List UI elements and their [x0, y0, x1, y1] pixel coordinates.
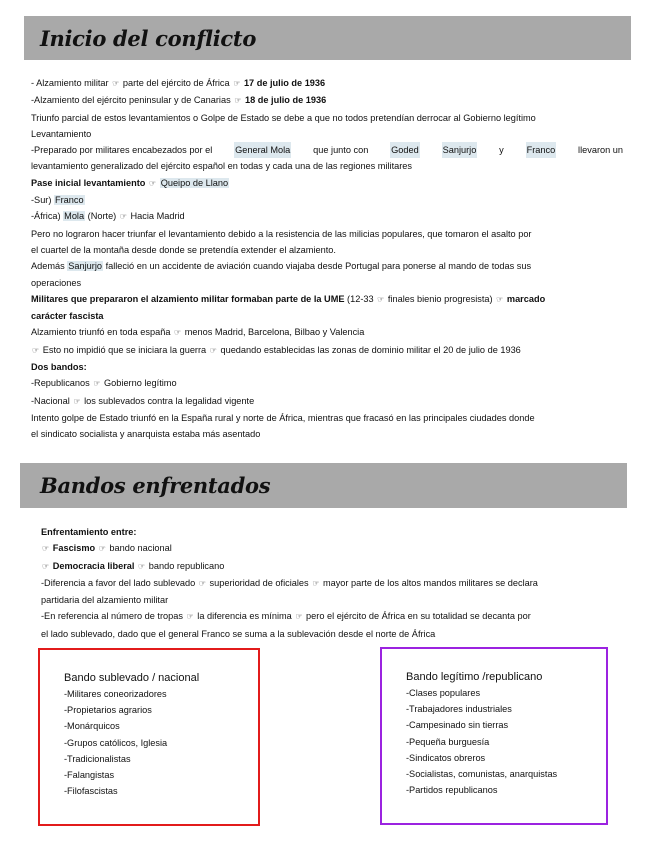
pointing-hand-icon: ☞: [233, 79, 241, 88]
pointing-hand-icon: ☞: [312, 578, 320, 588]
section-title: Bandos enfrentados: [40, 473, 271, 498]
list-item: -Pequeña burguesía: [406, 736, 490, 747]
inicio-section-body: [31, 75, 623, 443]
text-line: levantamiento generalizado del ejército español en todas y cada una de las regiones militares: [31, 161, 413, 172]
pointing-hand-icon: ☞: [42, 561, 50, 571]
bando-nacional-box: [38, 648, 260, 826]
list-item: -Clases populares: [406, 688, 481, 698]
pointing-hand-icon: ☞: [73, 396, 81, 406]
highlighted-name: Sanjurjo: [68, 261, 102, 272]
pointing-hand-icon: ☞: [377, 294, 385, 304]
pointing-hand-icon: ☞: [209, 345, 217, 355]
pointing-hand-icon: ☞: [198, 578, 206, 588]
list-item: -Grupos católicos, Iglesia: [64, 737, 168, 748]
text-line: -Nacional ☞ los sublevados contra la legalidad vigente: [31, 395, 255, 406]
section-title: Inicio del conflicto: [40, 25, 257, 51]
highlighted-name: Queipo de Llano: [160, 177, 229, 188]
text-line: Levantamiento: [31, 128, 92, 139]
text-line: Triunfo parcial de estos levantamientos o Golpe de Estado se debe a que no todos pretendían derrocar al Gobierno legítimo: [31, 112, 536, 123]
text-line: ☞ Fascismo ☞ bando nacional: [42, 543, 172, 554]
list-item: -Filofascistas: [64, 786, 118, 797]
list-item: -Monárquicos: [64, 721, 120, 732]
list-item: -Militares coneorizadores: [64, 689, 167, 699]
text-line: carácter fascista: [31, 311, 104, 322]
highlighted-name: Franco: [526, 142, 557, 158]
pointing-hand-icon: ☞: [138, 561, 146, 571]
bandos-section-body: [41, 524, 623, 642]
text-line: Además Sanjurjo falleció en un accidente de aviación cuando viajaba desde Portugal para ponerse al mando de todas sus: [31, 261, 532, 272]
text-line: el sindicato socialista y anarquista estaba más asentado: [31, 429, 261, 440]
text-line: Intento golpe de Estado triunfó en la España rural y norte de África, mientras que fracasó en las principales ciudades donde: [31, 412, 535, 423]
text-line: ☞ Esto no impidió que se iniciara la guerra ☞ quedando establecidas las zonas de dominio militar el 20 de julio de 1936: [32, 344, 521, 355]
highlighted-name: Franco: [54, 195, 84, 206]
pointing-hand-icon: ☞: [496, 294, 504, 304]
list-item: -Partidos republicanos: [406, 785, 498, 796]
list-item: -Falangistas: [64, 770, 115, 781]
pointing-hand-icon: ☞: [93, 379, 101, 389]
pointing-hand-icon: ☞: [32, 345, 40, 355]
text-line: -Republicanos ☞ Gobierno legítimo: [31, 378, 177, 389]
text-line: el cuartel de la montaña desde donde se pretendía extender el alzamiento.: [31, 244, 336, 255]
box-title: Bando sublevado / nacional: [64, 672, 200, 684]
pointing-hand-icon: ☞: [234, 96, 242, 106]
highlighted-name: General Mola: [234, 142, 291, 158]
highlighted-name: Mola: [64, 211, 85, 222]
text-line: partidaria del alzamiento militar: [41, 595, 169, 606]
pointing-hand-icon: ☞: [112, 79, 120, 88]
pointing-hand-icon: ☞: [98, 544, 106, 554]
pointing-hand-icon: ☞: [119, 212, 127, 222]
text-line: Alzamiento triunfó en toda españa ☞ menos Madrid, Barcelona, Bilbao y Valencia: [31, 327, 365, 338]
text-line: -En referencia al número de tropas ☞ la diferencia es mínima ☞ pero el ejército de África en su totalidad se decanta por: [41, 611, 531, 622]
text-line: -Diferencia a favor del lado sublevado ☞ superioridad de oficiales ☞ mayor parte de los altos mandos militares se declara: [41, 577, 538, 588]
list-item: -Socialistas, comunistas, anarquistas: [406, 769, 558, 780]
text-line: -Alzamiento del ejército peninsular y de Canarias ☞ 18 de julio de 1936: [31, 95, 327, 106]
list-item: -Trabajadores industriales: [406, 704, 512, 715]
text-line: Dos bandos:: [31, 362, 87, 373]
text-line: el lado sublevado, dado que el general Franco se suma a la sublevación desde el norte de África: [41, 628, 436, 639]
section-header-inicio: [24, 16, 631, 60]
text-line: -África) Mola (Norte) ☞ Hacia Madrid: [31, 211, 185, 222]
pointing-hand-icon: ☞: [174, 328, 182, 338]
list-item: -Sindicatos obreros: [406, 752, 486, 763]
pointing-hand-icon: ☞: [148, 178, 157, 188]
text-line: Enfrentamiento entre:: [41, 527, 137, 537]
bando-republicano-box: [380, 647, 608, 825]
text-line: Militares que prepararon el alzamiento militar formaban parte de la UME (12-33 ☞ finales bienio progresista) ☞ marcado: [31, 293, 546, 304]
list-item: -Campesinado sin tierras: [406, 720, 509, 731]
text-line: Pero no lograron hacer triunfar el levantamiento debido a la resistencia de las milicias populares, que tomaron el asalto por: [31, 228, 532, 239]
list-item: -Tradicionalistas: [64, 753, 131, 764]
pointing-hand-icon: ☞: [186, 612, 194, 622]
section-header-bandos: [20, 463, 627, 508]
text-line: ☞ Democracia liberal ☞ bando republicano: [42, 560, 225, 571]
text-line: Pase inicial levantamiento ☞ Queipo de Llano: [31, 177, 229, 188]
highlighted-name: Sanjurjo: [442, 142, 478, 158]
highlighted-name: Goded: [390, 142, 420, 158]
box-title: Bando legítimo /republicano: [406, 671, 543, 683]
list-item: -Propietarios agrarios: [64, 705, 152, 716]
text-line: operaciones: [31, 277, 82, 288]
text-line: -Preparado por militares encabezados por el General Mola que junto con Goded Sanjurjo y Franco llevaron un: [31, 142, 623, 158]
pointing-hand-icon: ☞: [42, 544, 50, 554]
text-line: - Alzamiento militar ☞ parte del ejército de África ☞ 17 de julio de 1936: [31, 78, 326, 88]
pointing-hand-icon: ☞: [295, 612, 303, 622]
text-line: -Sur) Franco: [31, 195, 84, 206]
